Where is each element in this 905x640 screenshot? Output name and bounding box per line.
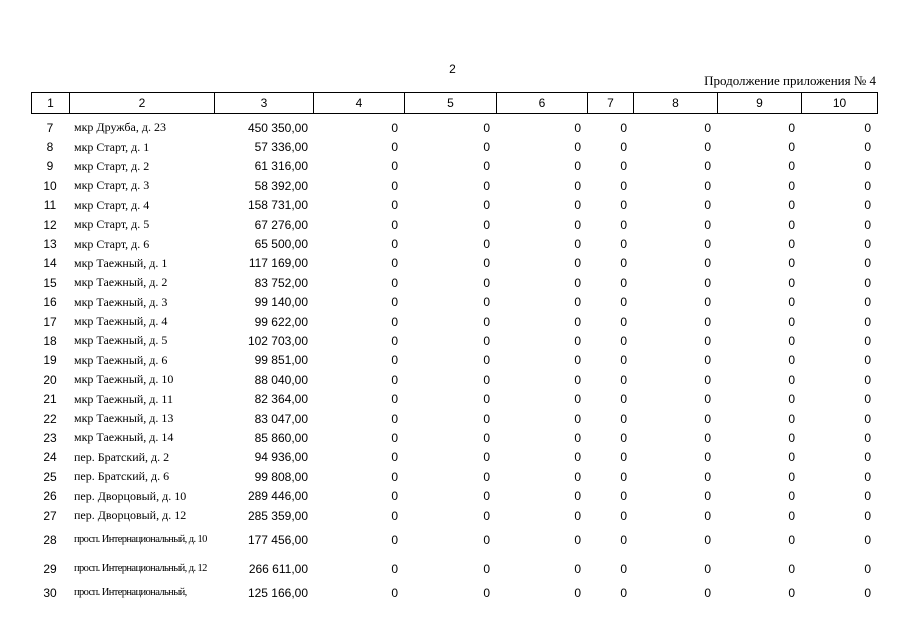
value-cell: 0 [620, 198, 627, 213]
value-cell: 0 [620, 333, 627, 348]
value-cell: 0 [574, 333, 581, 348]
row-number-cell: 22 [43, 411, 57, 426]
address-cell: пер. Братский, д. 6 [74, 469, 170, 484]
table-row [31, 157, 877, 176]
value-cell: 0 [391, 275, 398, 290]
value-cell: 0 [574, 430, 581, 445]
amount-cell: 67 276,00 [254, 217, 308, 232]
value-cell: 0 [620, 450, 627, 465]
value-cell: 0 [620, 295, 627, 310]
address-cell: просп. Интернациональный, [74, 586, 187, 598]
address-cell: мкр Таежный, д. 1 [74, 255, 168, 270]
address-cell: просп. Интернациональный, д. 10 [74, 533, 207, 545]
value-cell: 0 [483, 372, 490, 387]
value-cell: 0 [788, 256, 795, 271]
amount-cell: 94 936,00 [254, 450, 308, 465]
amount-cell: 125 166,00 [247, 585, 308, 600]
value-cell: 0 [574, 392, 581, 407]
table-row [31, 448, 877, 467]
table-row [31, 389, 877, 408]
value-cell: 0 [788, 295, 795, 310]
value-cell: 0 [574, 411, 581, 426]
value-cell: 0 [788, 353, 795, 368]
value-cell: 0 [620, 372, 627, 387]
value-cell: 0 [864, 140, 871, 155]
value-cell: 0 [788, 372, 795, 387]
value-cell: 0 [864, 198, 871, 213]
value-cell: 0 [704, 450, 711, 465]
row-number-cell: 12 [43, 217, 57, 232]
value-cell: 0 [788, 314, 795, 329]
column-header: 9 [718, 93, 802, 114]
amount-cell: 88 040,00 [254, 372, 308, 387]
value-cell: 0 [864, 450, 871, 465]
value-cell: 0 [704, 178, 711, 193]
value-cell: 0 [483, 585, 490, 600]
row-number-cell: 28 [43, 532, 57, 547]
value-cell: 0 [574, 217, 581, 232]
amount-cell: 266 611,00 [248, 561, 308, 576]
column-header: 5 [405, 93, 497, 114]
address-cell: мкр Таежный, д. 14 [74, 430, 174, 445]
value-cell: 0 [788, 333, 795, 348]
row-number-cell: 16 [43, 295, 57, 310]
value-cell: 0 [391, 120, 398, 135]
page-number: 2 [449, 62, 456, 76]
value-cell: 0 [788, 411, 795, 426]
value-cell: 0 [483, 392, 490, 407]
table-row [31, 554, 877, 583]
value-cell: 0 [620, 392, 627, 407]
address-cell: мкр Старт, д. 1 [74, 139, 150, 154]
value-cell: 0 [574, 532, 581, 547]
value-cell: 0 [483, 217, 490, 232]
value-cell: 0 [483, 140, 490, 155]
value-cell: 0 [620, 256, 627, 271]
value-cell: 0 [620, 275, 627, 290]
table-row [31, 273, 877, 292]
amount-cell: 99 851,00 [254, 353, 308, 368]
value-cell: 0 [574, 469, 581, 484]
value-cell: 0 [704, 275, 711, 290]
column-header: 8 [634, 93, 718, 114]
value-cell: 0 [788, 469, 795, 484]
column-header-table [31, 92, 878, 114]
value-cell: 0 [574, 159, 581, 174]
amount-cell: 289 446,00 [247, 489, 308, 504]
value-cell: 0 [620, 561, 627, 576]
address-cell: мкр Таежный, д. 11 [74, 391, 173, 406]
address-cell: мкр Старт, д. 2 [74, 158, 150, 173]
value-cell: 0 [864, 469, 871, 484]
value-cell: 0 [483, 353, 490, 368]
value-cell: 0 [704, 508, 711, 523]
value-cell: 0 [704, 217, 711, 232]
value-cell: 0 [864, 532, 871, 547]
value-cell: 0 [483, 489, 490, 504]
value-cell: 0 [864, 430, 871, 445]
value-cell: 0 [864, 256, 871, 271]
amount-cell: 102 703,00 [247, 333, 308, 348]
column-header: 3 [215, 93, 314, 114]
value-cell: 0 [574, 256, 581, 271]
value-cell: 0 [483, 120, 490, 135]
value-cell: 0 [391, 450, 398, 465]
value-cell: 0 [391, 217, 398, 232]
table-row [31, 370, 877, 389]
value-cell: 0 [574, 275, 581, 290]
value-cell: 0 [788, 198, 795, 213]
value-cell: 0 [704, 314, 711, 329]
value-cell: 0 [704, 430, 711, 445]
value-cell: 0 [788, 140, 795, 155]
row-number-cell: 18 [43, 333, 57, 348]
value-cell: 0 [620, 140, 627, 155]
value-cell: 0 [704, 392, 711, 407]
table-row [31, 467, 877, 486]
value-cell: 0 [574, 489, 581, 504]
value-cell: 0 [391, 159, 398, 174]
value-cell: 0 [574, 372, 581, 387]
amount-cell: 57 336,00 [254, 140, 308, 155]
value-cell: 0 [574, 140, 581, 155]
address-cell: пер. Братский, д. 2 [74, 449, 170, 464]
value-cell: 0 [391, 469, 398, 484]
value-cell: 0 [391, 392, 398, 407]
value-cell: 0 [391, 178, 398, 193]
value-cell: 0 [788, 237, 795, 252]
row-number-cell: 11 [43, 198, 57, 213]
value-cell: 0 [483, 275, 490, 290]
value-cell: 0 [483, 237, 490, 252]
value-cell: 0 [864, 275, 871, 290]
row-number-cell: 19 [43, 353, 57, 368]
address-cell: мкр Таежный, д. 5 [74, 333, 168, 348]
row-number-cell: 17 [43, 314, 57, 329]
row-number-cell: 21 [43, 392, 57, 407]
value-cell: 0 [483, 561, 490, 576]
value-cell: 0 [620, 237, 627, 252]
value-cell: 0 [788, 508, 795, 523]
value-cell: 0 [391, 508, 398, 523]
table-body [31, 118, 877, 603]
amount-cell: 117 169,00 [248, 256, 308, 271]
address-cell: мкр Таежный, д. 3 [74, 294, 168, 309]
amount-cell: 61 316,00 [254, 159, 308, 174]
row-number-cell: 14 [43, 256, 57, 271]
value-cell: 0 [620, 178, 627, 193]
value-cell: 0 [483, 178, 490, 193]
value-cell: 0 [574, 295, 581, 310]
address-cell: мкр Старт, д. 6 [74, 236, 150, 251]
address-cell: мкр Старт, д. 5 [74, 217, 150, 232]
value-cell: 0 [620, 411, 627, 426]
value-cell: 0 [864, 489, 871, 504]
value-cell: 0 [788, 392, 795, 407]
table-row [31, 312, 877, 331]
row-number-cell: 29 [43, 561, 57, 576]
value-cell: 0 [788, 430, 795, 445]
value-cell: 0 [704, 140, 711, 155]
column-header: 10 [802, 93, 878, 114]
value-cell: 0 [704, 532, 711, 547]
table-row [31, 254, 877, 273]
table-row [31, 137, 877, 156]
value-cell: 0 [391, 140, 398, 155]
amount-cell: 285 359,00 [247, 508, 308, 523]
table-row [31, 234, 877, 253]
table-row [31, 351, 877, 370]
value-cell: 0 [574, 120, 581, 135]
value-cell: 0 [574, 508, 581, 523]
address-cell: мкр Старт, д. 3 [74, 178, 150, 193]
row-number-cell: 23 [43, 430, 57, 445]
value-cell: 0 [391, 314, 398, 329]
value-cell: 0 [620, 508, 627, 523]
value-cell: 0 [788, 120, 795, 135]
value-cell: 0 [864, 372, 871, 387]
value-cell: 0 [864, 237, 871, 252]
table-row [31, 583, 877, 602]
amount-cell: 83 752,00 [254, 275, 308, 290]
row-number-cell: 9 [46, 159, 54, 174]
value-cell: 0 [864, 314, 871, 329]
value-cell: 0 [864, 392, 871, 407]
value-cell: 0 [391, 585, 398, 600]
table-row [31, 331, 877, 350]
value-cell: 0 [788, 532, 795, 547]
value-cell: 0 [620, 430, 627, 445]
value-cell: 0 [483, 333, 490, 348]
value-cell: 0 [864, 295, 871, 310]
address-cell: мкр Таежный, д. 4 [74, 314, 168, 329]
value-cell: 0 [788, 275, 795, 290]
value-cell: 0 [391, 532, 398, 547]
address-cell: пер. Дворцовый, д. 12 [74, 508, 187, 522]
address-cell: мкр Дружба, д. 23 [74, 120, 166, 135]
value-cell: 0 [788, 489, 795, 504]
row-number-cell: 25 [43, 469, 57, 484]
value-cell: 0 [864, 353, 871, 368]
table-row [31, 176, 877, 195]
value-cell: 0 [704, 120, 711, 135]
value-cell: 0 [704, 333, 711, 348]
value-cell: 0 [788, 585, 795, 600]
value-cell: 0 [391, 333, 398, 348]
value-cell: 0 [483, 430, 490, 445]
column-header: 7 [588, 93, 634, 114]
value-cell: 0 [620, 532, 627, 547]
value-cell: 0 [574, 450, 581, 465]
table-row [31, 293, 877, 312]
value-cell: 0 [483, 508, 490, 523]
amount-cell: 177 456,00 [247, 532, 308, 547]
value-cell: 0 [574, 561, 581, 576]
value-cell: 0 [574, 178, 581, 193]
amount-cell: 85 860,00 [254, 430, 308, 445]
address-cell: просп. Интернациональный, д. 12 [74, 562, 207, 574]
amount-cell: 99 140,00 [254, 295, 308, 310]
value-cell: 0 [620, 120, 627, 135]
address-cell: мкр Таежный, д. 6 [74, 352, 168, 367]
value-cell: 0 [704, 256, 711, 271]
value-cell: 0 [483, 532, 490, 547]
amount-cell: 58 392,00 [254, 178, 308, 193]
row-number-cell: 30 [43, 585, 57, 600]
amount-cell: 99 622,00 [254, 314, 308, 329]
value-cell: 0 [620, 469, 627, 484]
value-cell: 0 [483, 295, 490, 310]
column-header: 1 [32, 93, 70, 114]
value-cell: 0 [483, 450, 490, 465]
value-cell: 0 [704, 353, 711, 368]
value-cell: 0 [704, 198, 711, 213]
value-cell: 0 [788, 217, 795, 232]
address-cell: мкр Таежный, д. 10 [74, 372, 174, 387]
value-cell: 0 [864, 585, 871, 600]
value-cell: 0 [574, 353, 581, 368]
value-cell: 0 [391, 489, 398, 504]
row-number-cell: 15 [43, 275, 57, 290]
value-cell: 0 [391, 256, 398, 271]
value-cell: 0 [574, 237, 581, 252]
amount-cell: 82 364,00 [254, 392, 308, 407]
value-cell: 0 [704, 295, 711, 310]
row-number-cell: 10 [43, 178, 57, 193]
value-cell: 0 [391, 372, 398, 387]
value-cell: 0 [864, 333, 871, 348]
address-cell: мкр Таежный, д. 13 [74, 411, 174, 426]
value-cell: 0 [620, 159, 627, 174]
amount-cell: 450 350,00 [247, 120, 308, 135]
value-cell: 0 [704, 372, 711, 387]
value-cell: 0 [620, 314, 627, 329]
value-cell: 0 [704, 411, 711, 426]
table-row [31, 428, 877, 447]
value-cell: 0 [704, 237, 711, 252]
table-row [31, 196, 877, 215]
column-header: 6 [497, 93, 588, 114]
value-cell: 0 [391, 430, 398, 445]
address-cell: мкр Старт, д. 4 [74, 197, 150, 212]
row-number-cell: 13 [43, 237, 57, 252]
value-cell: 0 [864, 178, 871, 193]
table-row [31, 486, 877, 505]
value-cell: 0 [620, 353, 627, 368]
appendix-caption: Продолжение приложения № 4 [704, 73, 876, 88]
value-cell: 0 [704, 159, 711, 174]
column-header: 4 [314, 93, 405, 114]
value-cell: 0 [704, 469, 711, 484]
row-number-cell: 8 [46, 140, 54, 155]
row-number-cell: 27 [43, 508, 57, 523]
value-cell: 0 [620, 489, 627, 504]
address-cell: пер. Дворцовый, д. 10 [74, 488, 187, 503]
value-cell: 0 [483, 256, 490, 271]
value-cell: 0 [864, 159, 871, 174]
amount-cell: 65 500,00 [254, 237, 308, 252]
column-header: 2 [70, 93, 215, 114]
table-row [31, 118, 877, 137]
value-cell: 0 [788, 178, 795, 193]
amount-cell: 158 731,00 [247, 198, 308, 213]
table-row [31, 409, 877, 428]
column-header-row [32, 93, 878, 114]
value-cell: 0 [391, 237, 398, 252]
value-cell: 0 [391, 198, 398, 213]
value-cell: 0 [788, 450, 795, 465]
value-cell: 0 [574, 314, 581, 329]
value-cell: 0 [788, 561, 795, 576]
table-row [31, 525, 877, 554]
value-cell: 0 [483, 314, 490, 329]
amount-cell: 83 047,00 [254, 411, 308, 426]
amount-cell: 99 808,00 [254, 469, 308, 484]
value-cell: 0 [704, 561, 711, 576]
data-table [31, 118, 877, 603]
value-cell: 0 [864, 561, 871, 576]
value-cell: 0 [483, 469, 490, 484]
value-cell: 0 [391, 295, 398, 310]
value-cell: 0 [620, 585, 627, 600]
table-row [31, 506, 877, 525]
row-number-cell: 7 [46, 120, 54, 135]
table-row [31, 215, 877, 234]
value-cell: 0 [483, 198, 490, 213]
value-cell: 0 [864, 508, 871, 523]
row-number-cell: 20 [43, 372, 57, 387]
value-cell: 0 [864, 411, 871, 426]
value-cell: 0 [391, 561, 398, 576]
row-number-cell: 26 [43, 489, 57, 504]
value-cell: 0 [704, 585, 711, 600]
address-cell: мкр Таежный, д. 2 [74, 275, 168, 290]
value-cell: 0 [391, 353, 398, 368]
value-cell: 0 [483, 159, 490, 174]
value-cell: 0 [574, 585, 581, 600]
value-cell: 0 [864, 217, 871, 232]
value-cell: 0 [391, 411, 398, 426]
row-number-cell: 24 [43, 450, 57, 465]
value-cell: 0 [574, 198, 581, 213]
value-cell: 0 [864, 120, 871, 135]
value-cell: 0 [788, 159, 795, 174]
value-cell: 0 [704, 489, 711, 504]
value-cell: 0 [620, 217, 627, 232]
value-cell: 0 [483, 411, 490, 426]
